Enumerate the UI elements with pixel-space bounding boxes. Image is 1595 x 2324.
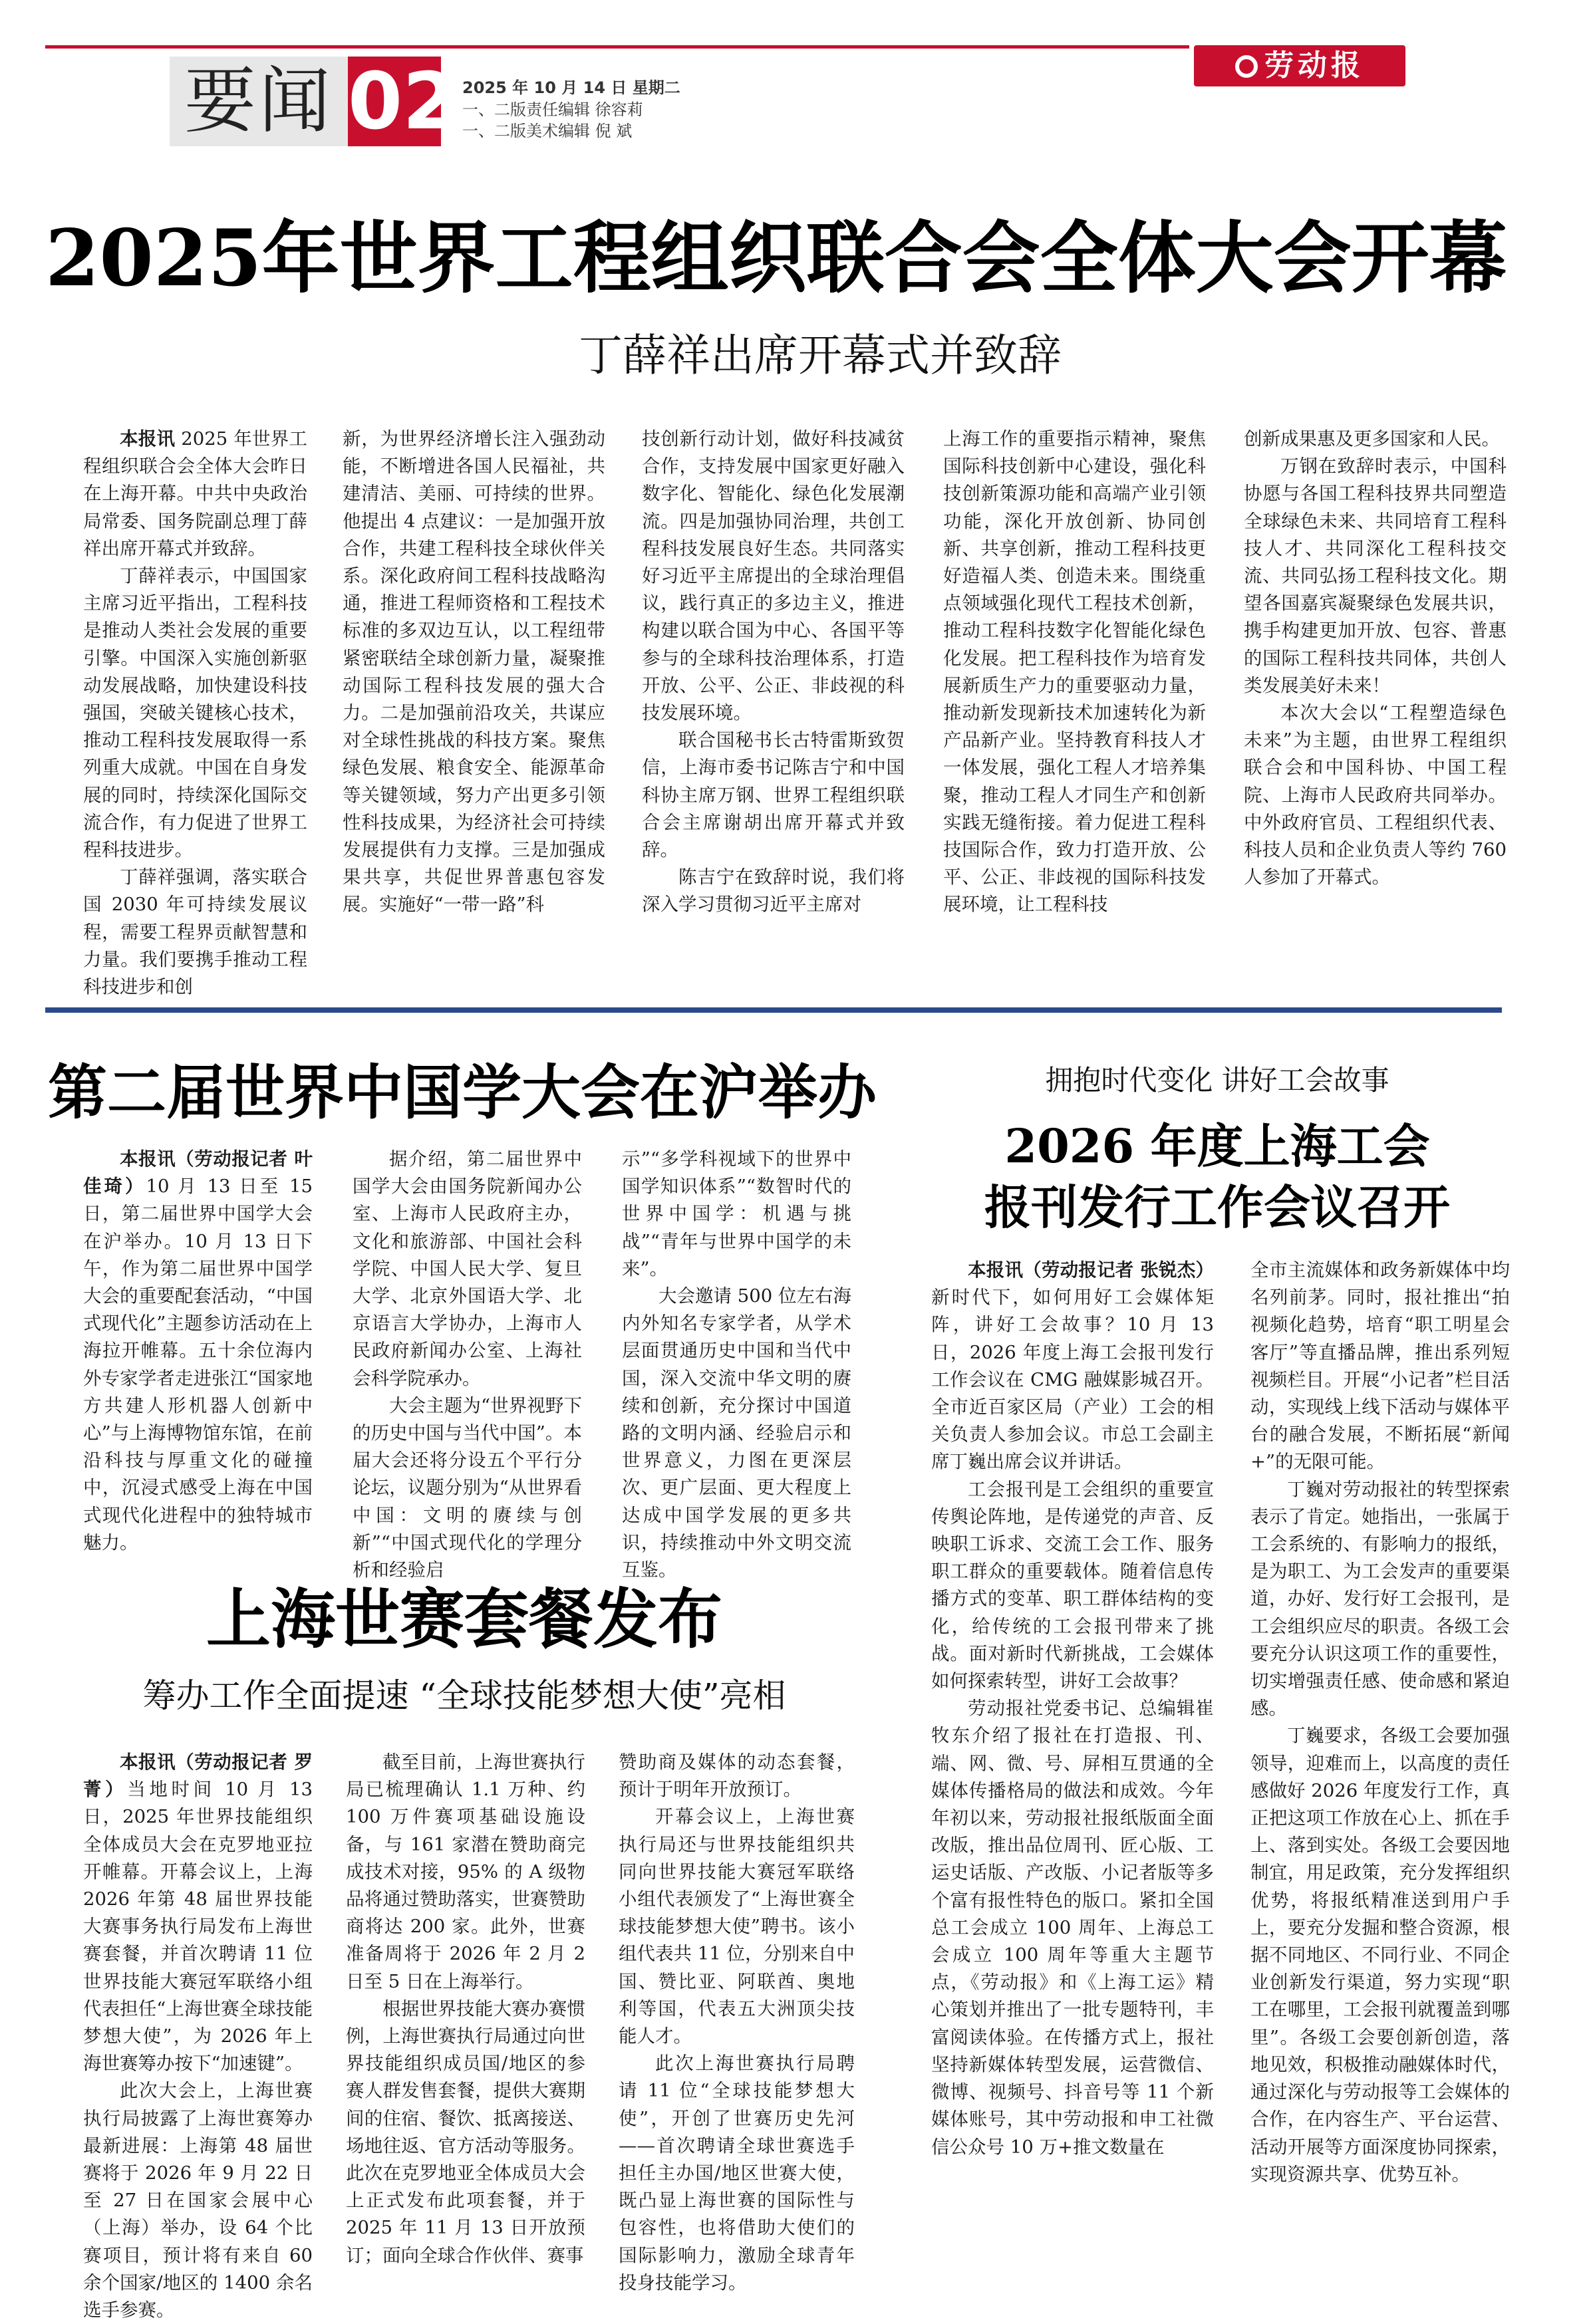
article2-p1: 本报讯（劳动报记者 叶佳琦）10 月 13 日至 15 日，第二届世界中国学大会在沪举办。10 月 13 日下午，作为第二届世界中国学大会的重要配套活动，“中国式现代化”主题参访活动在上海拉开帷幕。五十余位海内外专家学者走进张江“国家地方共建人形机器人创新中心”与上海博物馆东馆，在前沿科技与厚重文化的碰撞中，沉浸式感受上海在中国式现代化进程中的独特城市魅力。 bbox=[83, 1148, 313, 1553]
article3-col-2 bbox=[346, 1749, 585, 2294]
article4-title-line1: 2026 年度上海工会 bbox=[1004, 1118, 1430, 1174]
article1-p6: 联合国秘书长古特雷斯致贺信，上海市委书记陈吉宁和中国科协主席万钢、世界工程组织联合会主席谢胡出席开幕式并致辞。 bbox=[642, 729, 905, 861]
article3-p7: 此次上海世赛执行局聘请 11 位“全球技能梦想大使”，开创了世赛历史先河——首次聘请全球世赛选手担任主办国/地区世赛大使，既凸显上海世赛的国际性与包容性，也将借助大使们的国际影响力，激励全球青年投身技能学习。 bbox=[619, 2053, 855, 2293]
article1-p5: 技创新行动计划，做好科技减贫合作，支持发展中国家更好融入数字化、智能化、绿色化发展潮流。四是加强协同治理，共创工程科技发展良好生态。共同落实好习近平主席提出的全球治理倡议，践行真正的多边主义，推进构建以联合国为中心、各国平等参与的全球科技治理体系，打造开放、公平、公正、非歧视的科技发展环境。 bbox=[642, 428, 905, 724]
article1-p1: 本报讯 2025 年世界工程组织联合会全体大会昨日在上海开幕。中共中央政治局常委、国务院副总理丁薛祥出席开幕式并致辞。 bbox=[83, 428, 307, 559]
article3-p6: 开幕会议上，上海世赛执行局还与世界技能组织共同向世界技能大赛冠军联络小组代表颁发了“上海世赛全球技能梦想大使”聘书。该小组代表共 11 位，分别来自中国、赞比亚、阿联酋、奥地利等国，代表五大洲顶尖技能人才。 bbox=[619, 1806, 855, 2047]
article2-col-2 bbox=[353, 1146, 582, 1581]
article2-p4: 示”“多学科视域下的世界中国学知识体系”“数智时代的世界中国学：机遇与挑战”“青年与世界中国学的未来”。 bbox=[622, 1148, 851, 1279]
page-number: 02 bbox=[348, 55, 458, 147]
editor-line: 一、二版责任编辑 徐容莉 bbox=[462, 100, 643, 119]
article4-p4: 全市主流媒体和政务新媒体中均名列前茅。同时，报社推出“拍视频化趋势，培育“职工明星会客厅”等直播品牌，推出系列短视频栏目。开展“小记者”栏目活动，实现线上线下活动与媒体平台的融合发展，不断拓展“新闻+”的无限可能。 bbox=[1250, 1259, 1510, 1473]
article3-p2: 此次大会上，上海世赛执行局披露了上海世赛筹办最新进展：上海第 48 届世赛将于 2026 年 9 月 22 日至 27 日在国家会展中心（上海）举办，设 64 个比赛项目，预计将有来自 60 余个国家/地区的 1400 余名选手参赛。 bbox=[83, 2080, 313, 2321]
article4-title-line2: 报刊发行工作会议召开 bbox=[984, 1180, 1450, 1235]
article3-title: 上海世赛套餐发布 bbox=[206, 1581, 722, 1657]
article4-p2: 工会报刊是工会组织的重要宣传舆论阵地，是传递党的声音、反映职工诉求、交流工会工作、服务职工群众的重要载体。随着信息传播方式的变革、职工群体结构的变化，给传统的工会报刊带来了挑战。面对新时代新挑战，工会媒体如何探索转型，讲好工会故事？ bbox=[931, 1478, 1214, 1692]
article1-p3: 丁薛祥强调，落实联合国 2030 年可持续发展议程，需要工程界贡献智慧和力量。我们要携手推动工程科技进步和创 bbox=[83, 866, 307, 998]
article1-col-1 bbox=[83, 426, 307, 998]
article1-p4: 新，为世界经济增长注入强劲动能，不断增进各国人民福祉，共建清洁、美丽、可持续的世界。他提出 4 点建议：一是加强开放合作，共建工程科技全球伙伴关系。深化政府间工程科技战略沟通，推进工程师资格和工程技术标准的多双边互认，以工程纽带紧密联结全球创新力量，凝聚推动国际工程科技发展的强大合力。二是加强前沿攻关，共谋应对全球性挑战的科技方案。聚焦绿色发展、粮食安全、能源革命等关键领域，努力产出更多引领性科技成果，为经济社会可持续发展提供有力支撑。三是加强成果共享，共促世界普惠包容发展。实施好“一带一路”科 bbox=[343, 428, 605, 916]
article3-subtitle: 筹办工作全面提速 “全球技能梦想大使”亮相 bbox=[142, 1676, 786, 1715]
article4-p6: 丁巍要求，各级工会要加强领导，迎难而上，以高度的责任感做好 2026 年度发行工作，真正把这项工作放在心上、抓在手上、落到实处。各级工会要因地制宜，用足政策，充分发挥组织优势，将报纸精准送到用户手上，要充分发掘和整合资源，根据不同地区、不同行业、不同企业创新发行渠道，努力实现“职工在哪里，工会报刊就覆盖到哪里”。各级工会要创新创造，落地见效，积极推动融媒体时代，通过深化与劳动报等工会媒体的合作，在内容生产、平台运营、活动开展等方面深度协同探索，实现资源共享、优势互补。 bbox=[1250, 1725, 1510, 2185]
article1-p11: 本次大会以“工程塑造绿色未来”为主题，由世界工程组织联合会和中国科协、中国工程院、上海市人民政府共同举办。中外政府官员、工程组织代表、科技人员和企业负责人等约 760 人参加了开幕式。 bbox=[1244, 702, 1507, 888]
article2-p2: 据介绍，第二届世界中国学大会由国务院新闻办公室、上海市人民政府主办，文化和旅游部、中国社会科学院、中国人民大学、复旦大学、北京外国语大学、北京语言大学协办，上海市人民政府新闻办公室、上海社会科学院承办。 bbox=[353, 1148, 582, 1389]
article3-col-3 bbox=[619, 1749, 855, 2294]
article1-col-4 bbox=[943, 426, 1206, 971]
article1-col-3 bbox=[642, 426, 905, 971]
article1-col-5 bbox=[1244, 426, 1507, 971]
article1-title: 2025年世界工程组织联合会全体大会开幕 bbox=[45, 212, 1507, 304]
article4-p5: 丁巍对劳动报社的转型探索表示了肯定。她指出，一张属于工会系统的、有影响力的报纸，是为职工、为工会发声的重要渠道，办好、发行好工会报刊，是工会组织应尽的职责。各级工会要充分认识这项工作的重要性，切实增强责任感、使命感和紧迫感。 bbox=[1250, 1478, 1510, 1720]
article3-p1: 本报讯（劳动报记者 罗菁）当地时间 10 月 13 日，2025 年世界技能组织全体成员大会在克罗地亚拉开帷幕。开幕会议上，上海 2026 年第 48 届世界技能大赛事务执行局发布上海世赛套餐，并首次聘请 11 位世界技能大赛冠军联络小组代表担任“上海世赛全球技能梦想大使”，为 2026 年上海世赛筹办按下“加速键”。 bbox=[83, 1751, 313, 2075]
article4-p3: 劳动报社党委书记、总编辑崔牧东介绍了报社在打造报、刊、端、网、微、号、屏相互贯通的全媒体传播格局的做法和成效。今年年初以来，劳动报社报纸版面全面改版，推出品位周刊、匠心版、工运史话版、产改版、小记者版等多个富有报性特色的版口。紧扣全国总工会成立 100 周年、上海总工会成立 100 周年等重大主题节点，《劳动报》和《上海工运》精心策划并推出了一批专题特刊，丰富阅读体验。在传播方式上，报社坚持新媒体转型发展，运营微信、微博、视频号、抖音号等 11 个新媒体账号，其中劳动报和申工社微信公众号 10 万+推文数量在 bbox=[931, 1698, 1214, 2158]
article1-subtitle: 丁薛祥出席开幕式并致辞 bbox=[579, 330, 1062, 381]
article3-col-1 bbox=[83, 1749, 313, 2321]
article2-title: 第二届世界中国学大会在沪举办 bbox=[48, 1057, 877, 1127]
article1-p9: 创新成果惠及更多国家和人民。 bbox=[1244, 428, 1500, 450]
article1-col-2 bbox=[343, 426, 605, 971]
design-line: 一、二版美术编辑 倪 斌 bbox=[462, 122, 633, 140]
article3-p3: 截至目前，上海世赛执行局已梳理确认 1.1 万种、约 100 万件赛项基础设施设备，与 161 家潜在赞助商完成技术对接，95% 的 A 级物品将通过赞助落实，世赛赞助商将达 200 家。此外，世赛准备周将于 2026 年 2 月 2 日至 5 日在上海举行。 bbox=[346, 1751, 585, 1992]
article1-p10: 万钢在致辞时表示，中国科协愿与各国工程科技界共同塑造全球绿色未来、共同培育工程科技人才、共同深化工程科技交流、共同弘扬工程科技文化。期望各国嘉宾凝聚绿色发展共识，携手构建更加开放、包容、普惠的国际工程科技共同体，共创人类发展美好未来！ bbox=[1244, 455, 1507, 696]
logo-text: 劳动报 bbox=[1264, 49, 1364, 82]
logo-mark-icon bbox=[1235, 55, 1258, 78]
article3-p5: 赞助商及媒体的动态套餐，预计于明年开放预订。 bbox=[619, 1751, 855, 1801]
article2-col-1 bbox=[83, 1146, 313, 1553]
article1-p2: 丁薛祥表示，中国国家主席习近平指出，工程科技是推动人类社会发展的重要引擎。中国深入实施创新驱动发展战略，加快建设科技强国，突破关键核心技术，推动工程科技发展取得一系列重大成就。中国在自身发展的同时，持续深化国际交流合作，有力促进了世界工程科技进步。 bbox=[83, 565, 307, 861]
article4-p1: 本报讯（劳动报记者 张锐杰）新时代下，如何用好工会媒体矩阵，讲好工会故事？10 月 13 日，2026 年度上海工会报刊发行工作会议在 CMG 融媒影城召开。全市近百家区局（产业）工会的相关负责人参加会议。市总工会副主席丁巍出席会议并讲话。 bbox=[931, 1259, 1215, 1473]
article4-col-2 bbox=[1250, 1257, 1510, 2294]
article4-kicker: 拥抱时代变化 讲好工会故事 bbox=[1045, 1064, 1389, 1097]
article2-p3: 大会主题为“世界视野下的历史中国与当代中国”。本届大会还将分设五个平行分论坛，议题分别为“从世界看中国：文明的赓续与创新”“中国式现代化的学理分析和经验启 bbox=[353, 1394, 582, 1581]
article1-p8: 上海工作的重要指示精神，聚焦国际科技创新中心建设，强化科技创新策源功能和高端产业引领功能，深化开放创新、协同创新、共享创新，推动工程科技更好造福人类、创造未来。围绕重点领域强化现代工程技术创新，推动工程科技数字化智能化绿色化发展。把工程科技作为培育发展新质生产力的重要驱动力量，推动新发现新技术加速转化为新产品新产业。坚持教育科技人才一体发展，强化工程人才培养集聚，推动工程人才同生产和创新实践无缝衔接。着力促进工程科技国际合作，致力打造开放、公平、公正、非歧视的国际科技发展环境，让工程科技 bbox=[943, 428, 1206, 916]
article2-p5: 大会邀请 500 位左右海内外知名专家学者，从学术层面贯通历史中国和当代中国，深入交流中华文明的赓续和创新，充分探讨中国道路的文明内涵、经验启示和世界意义，力图在更深层次、更广层面、更大程度上达成中国学发展的更多共识，持续推动中外文明交流互鉴。 bbox=[622, 1285, 851, 1581]
article1-p7: 陈吉宁在致辞时说，我们将深入学习贯彻习近平主席对 bbox=[642, 866, 905, 916]
section-title: 要闻 bbox=[170, 57, 348, 146]
article4-col-1 bbox=[931, 1257, 1214, 2294]
article2-col-3 bbox=[622, 1146, 851, 1581]
article3-p4: 根据世界技能大赛办赛惯例，上海世赛执行局通过向世界技能组织成员国/地区的参赛人群发售套餐，提供大赛期间的住宿、餐饮、抵离接送、场地往返、官方活动等服务。此次在克罗地亚全体成员大会上正式发布此项套餐，并于 2025 年 11 月 13 日开放预订；面向全球合作伙伴、赛事 bbox=[346, 1998, 585, 2266]
top-red-rule bbox=[45, 45, 1189, 49]
date-line: 2025 年 10 月 14 日 星期二 bbox=[462, 78, 680, 97]
newspaper-logo bbox=[1194, 45, 1405, 86]
section-divider bbox=[45, 1007, 1502, 1013]
